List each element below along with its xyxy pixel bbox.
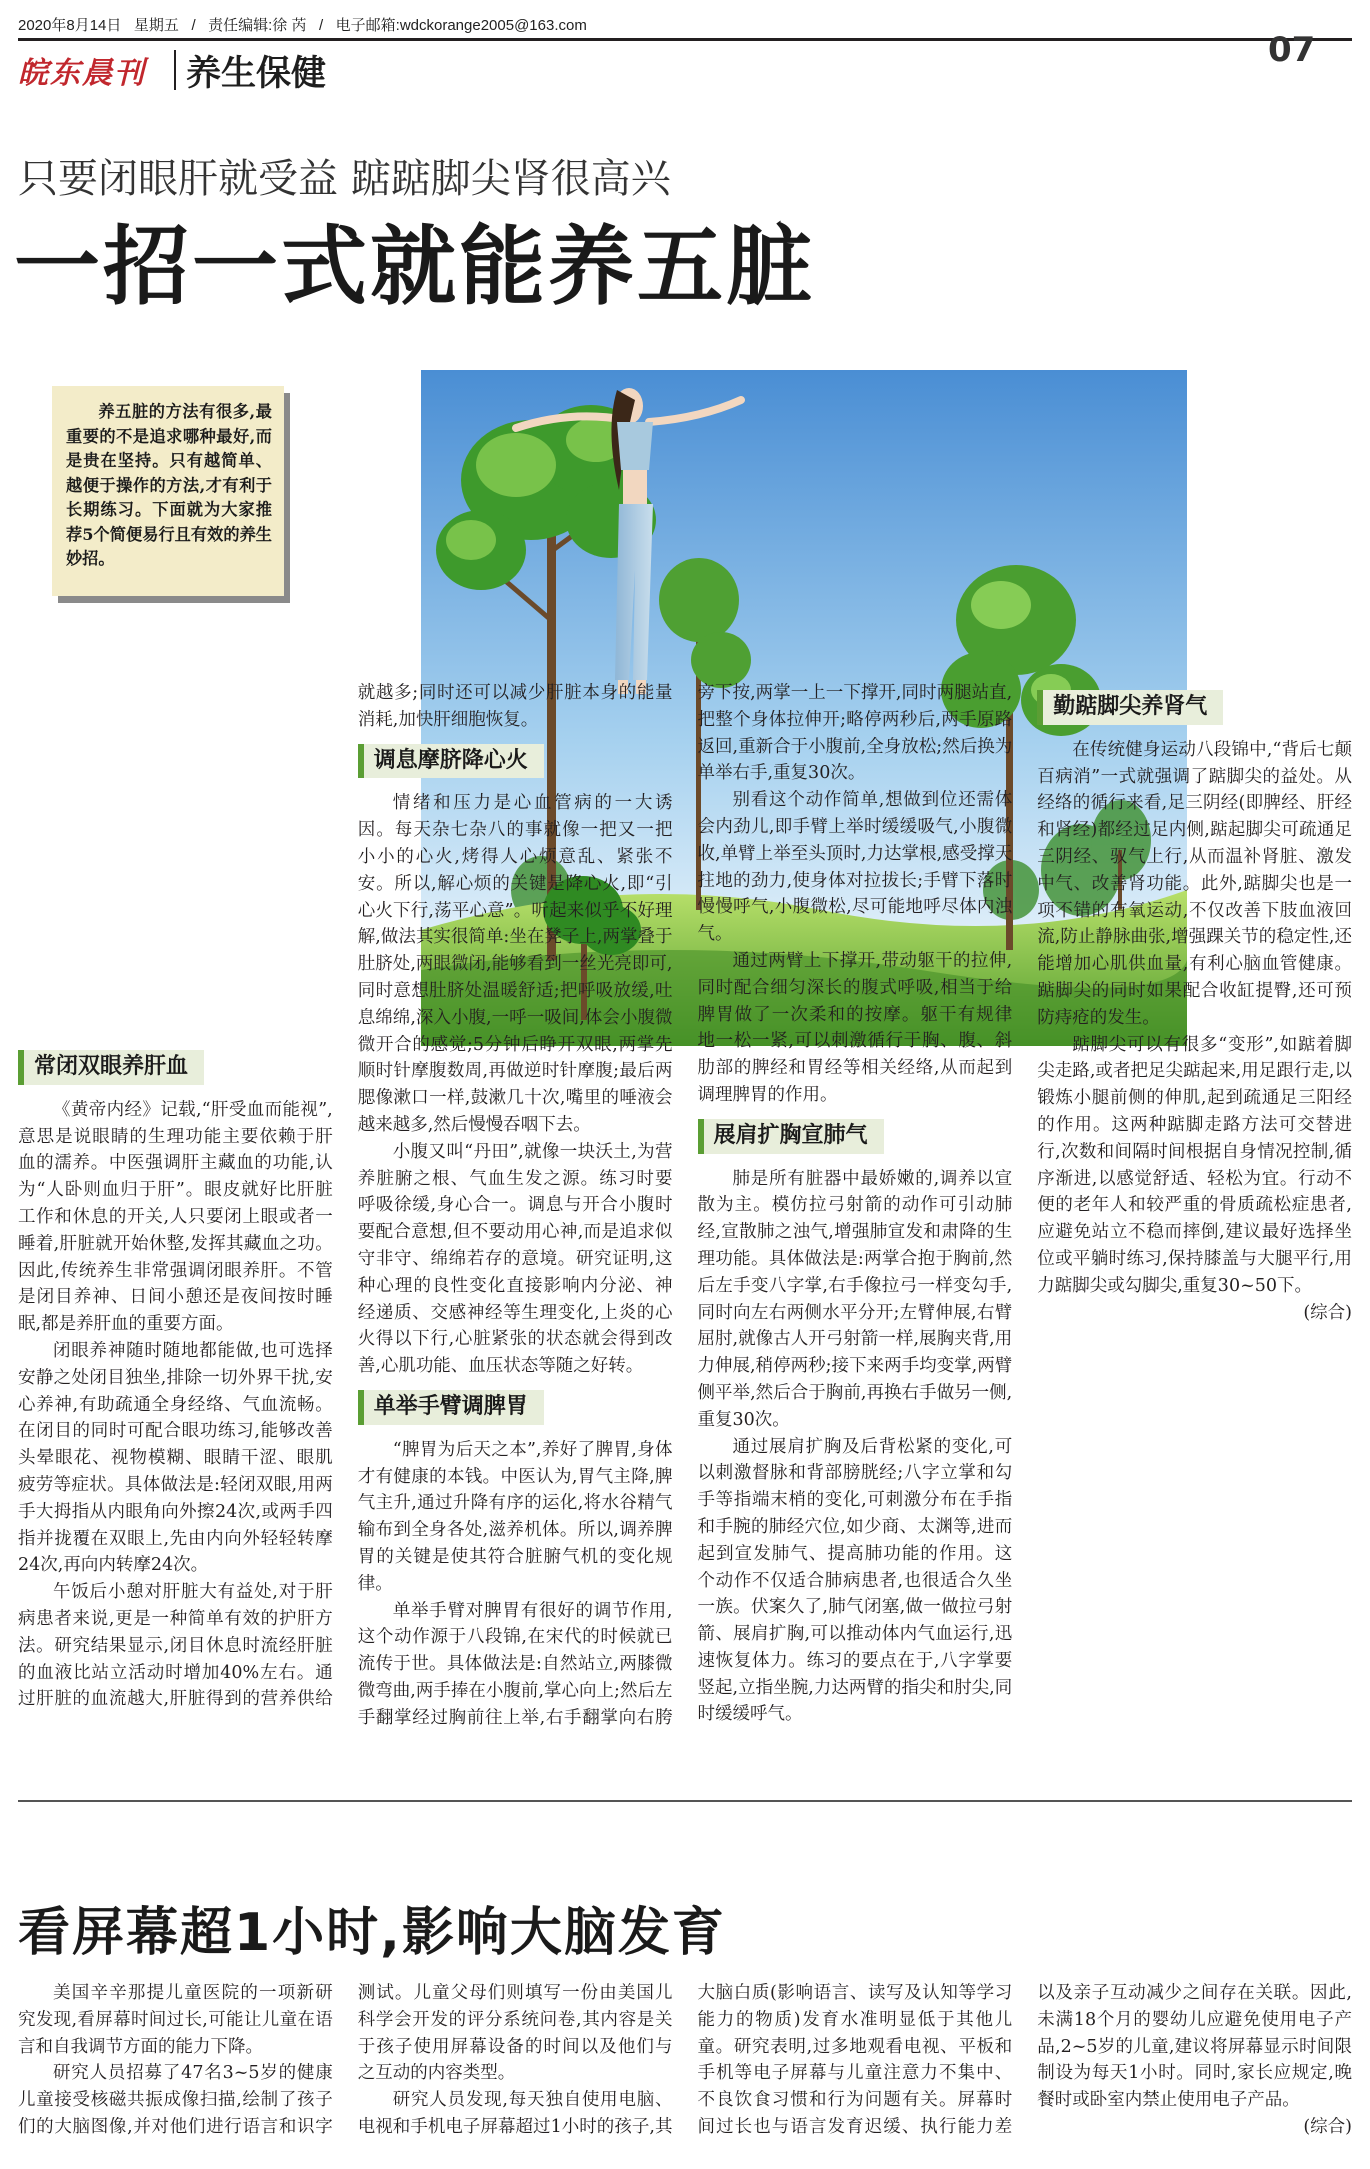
bottom-source-note: (综合) bbox=[1303, 2116, 1352, 2137]
heading-heart: 调息摩脐降心火 bbox=[358, 744, 544, 779]
main-text-top-spacer bbox=[18, 680, 333, 1050]
heading-lung: 展肩扩胸宣肺气 bbox=[698, 1119, 884, 1154]
bottom-article-body bbox=[18, 1980, 1352, 2160]
heart-paragraph: 情绪和压力是心血管病的一大诱因。每天杂七杂八的事就像一把又一把小小的心火,烤得人心烦意乱、紧张不安。所以,解心烦的关键是降心火,即“引心火下行,荡平心意”。听起来似乎不好理解,做法其实很简单:坐在凳子上,两掌叠于肚脐处,两眼微闭,能够看到一丝光亮即可,同时意想肚脐处温暖舒适;把呼吸放缓,吐息绵绵,深入小腹,一呼一吸间,体会小腹微微开合的感觉;5分钟后睁开双眼,两掌先顺时针摩腹数周,再做逆时针摩腹;最后两腮像漱口一样,鼓漱几十次,嘴里的唾液会越来越多,然后慢慢吞咽下去。 bbox=[357, 793, 673, 1135]
section-title: 养生保健 bbox=[186, 54, 327, 94]
editor-credit: 责任编辑:徐 芮 bbox=[208, 17, 307, 34]
heading-kidney: 勤踮脚尖养肾气 bbox=[1037, 690, 1223, 725]
liver-paragraph: 《黄帝内经》记载,“肝受血而能视”,意思是说眼睛的生理功能主要依赖于肝血的濡养。中医强调肝主藏血的功能,认为“人卧则血归于肝”。眼皮就好比肝脏工作和休息的开关,人只要闭上眼或者一睡着,肝脏就开始休整,发挥其藏血之功。因此,传统养生非常强调闭眼养肝。不管是闭目养神、日间小憩还是夜间按时睡眠,都是养肝血的重要方面。 bbox=[18, 1099, 333, 1335]
lung-paragraph: 通过展肩扩胸及后背松紧的变化,可以刺激督脉和背部膀胱经;八字立掌和勾手等指端末梢的变化,可刺激分布在手指和手腕的肺经穴位,如少商、太渊等,进而起到宣发肺气、提高肺功能的作用。这个动作不仅适合肺病患者,也很适合久坐一族。伏案久了,肺气闭塞,做一做拉弓射箭、展肩扩胸,可以推动体内气血运行,迅速恢复体力。练习的要点在于,八字掌要竖起,立指坐腕,力达两臂的指尖和肘尖,同时缓缓呼气。 bbox=[697, 1436, 1013, 1725]
bottom-paragraph: 研究人员招募了47名3~5岁的健康儿童接受核磁共振成像扫描,绘制了孩子们的大脑图像,并对他们进行语言和识字测试。儿童父母们则填写一份由美国儿科学会开发的评分系统问卷,其内容是关于孩子使用屏幕设备的时间以及他们与之互动的内容类型。 bbox=[18, 1983, 673, 2137]
article-title: 一招一式就能养五脏 bbox=[14, 217, 815, 317]
masthead-info-line: 2020年8月14日 星期五 / 责任编辑:徐 芮 / 电子邮箱:wdckorange2005@163.com bbox=[18, 17, 587, 34]
issue-weekday: 星期五 bbox=[133, 17, 179, 34]
paper-logo: 皖东晨刊 bbox=[18, 56, 146, 91]
heart-paragraph: 小腹又叫“丹田”,就像一块沃土,为营养脏腑之根、气血生发之源。练习时要呼吸徐缓,身心合一。调息与开合小腹时要配合意想,但不要动用心神,而是追求似守非守、绵绵若存的意境。研究证明,这种心理的良性变化直接影响内分泌、神经递质、交感神经等生理变化,上炎的心火得以下行,心脏紧张的状态就会得到改善,心肌功能、血压状态等随之好转。 bbox=[357, 1141, 673, 1377]
main-article-body bbox=[18, 680, 1352, 1745]
page-number: 07 bbox=[1268, 30, 1316, 70]
article-subtitle: 只要闭眼肝就受益 踮踮脚尖肾很高兴 bbox=[18, 156, 671, 202]
spleen-paragraph: 通过两臂上下撑开,带动躯干的拉伸,同时配合细匀深长的腹式呼吸,相当于给脾胃做了一次柔和的按摩。躯干有规律地一松一紧,可以刺激循行于胸、腹、斜肋部的脾经和胃经等相关经络,从而起到调理脾胃的作用。 bbox=[697, 950, 1013, 1105]
spleen-paragraph: “脾胃为后天之本”,养好了脾胃,身体才有健康的本钱。中医认为,胃气主降,脾气主升,通过升降有序的运化,将水谷精气输布到全身各处,滋养机体。所以,调养脾胃的关键是使其符合脏腑气机的变化规律。 bbox=[357, 1439, 673, 1594]
liver-paragraph: 午饭后小憩对肝脏大有益处,对于肝病患者来说,更是一种简单有效的护肝方法。研究结果显示,闭目休息时流经肝脏的血液比站立活动时增加40%左右。通过肝脏的血流越大,肝脏得到的营养供给就越多;同时还可以减少肝脏本身的能量消耗,加快肝细胞恢复。 bbox=[18, 683, 673, 1710]
lung-paragraph: 肺是所有脏器中最娇嫩的,调养以宣散为主。模仿拉弓射箭的动作可引动肺经,宣散肺之浊气,增强肺宣发和肃降的生理功能。具体做法是:两掌合抱于胸前,然后左手变八字掌,右手像拉弓一样变勾手,同时向左右两侧水平分开;左臂伸展,右臂屈肘,就像古人开弓射箭一样,展胸夹背,用力伸展,稍停两秒;接下来两手均变掌,两臂侧平举,然后合于胸前,再换右手做另一侧,重复30次。 bbox=[697, 1168, 1013, 1430]
source-note: (综合) bbox=[1303, 1302, 1352, 1323]
bottom-article-title: 看屏幕超1小时,影响大脑发育 bbox=[18, 1903, 726, 1963]
heading-spleen: 单举手臂调脾胃 bbox=[358, 1390, 544, 1425]
kidney-paragraph: 踮脚尖可以有很多“变形”,如踮着脚尖走路,或者把足尖踮起来,用足跟行走,以锻炼小腿前侧的伸肌,起到疏通足三阳经的作用。这两种踮脚走路方法可交替进行,次数和间隔时间根据自身情况控制,循序渐进,以感觉舒适、轻松为宜。行动不便的老年人和较严重的骨质疏松症患者,应避免站立不稳而摔倒,建议最好选择坐位或平躺时练习,保持膝盖与大腿平行,用力踮脚尖或勾脚尖,重复30~50下。 bbox=[1037, 1034, 1352, 1296]
bottom-paragraph: 研究人员发现,每天独自使用电脑、电视和手机电子屏幕超过1小时的孩子,其大脑白质(影响语言、读写及认知等学习能力的物质)发育水准明显低于其他儿童。研究表明,过多地观看电视、平板和手机等电子屏幕与儿童注意力不集中、不良饮食习惯和行为问题有关。屏幕时间过长也与语言发育迟缓、执行能力差以及亲子互动减少之间存在关联。因此,未满18个月的婴幼儿应避免使用电子产品,2~5岁的儿童,建议将屏幕显示时间限制设为每天1小时。同时,家长应规定,晚餐时或卧室内禁止使用电子产品。 bbox=[357, 1983, 1352, 2137]
intro-text: 养五脏的方法有很多,最重要的不是追求哪种最好,而是贵在坚持。只有越简单、越便于操作的方法,才有利于长期练习。下面就为大家推荐5个简便易行且有效的养生妙招。 bbox=[66, 402, 272, 568]
heading-liver: 常闭双眼养肝血 bbox=[18, 1050, 204, 1085]
logo-divider bbox=[174, 50, 176, 90]
spleen-paragraph: 单举手臂对脾胃有很好的调节作用,这个动作源于八段锦,在宋代的时候就已流传于世。具体做法是:自然站立,两膝微微弯曲,两手捧在小腹前,掌心向上;然后左手翻掌经过胸前往上举,右手翻掌向右胯旁下按,两掌一上一下撑开,同时两腿站直,把整个身体拉伸开;略停两秒后,两手原路返回,重新合于小腹前,全身放松;然后换为单举右手,重复30次。 bbox=[357, 683, 1013, 1728]
liver-paragraph: 闭眼养神随时随地都能做,也可选择安静之处闭目独坐,排除一切外界干扰,安心养神,有助疏通全身经络、气血流畅。在闭目的同时可配合眼功练习,能够改善头晕眼花、视物模糊、眼睛干涩、眼肌疲劳等症状。具体做法是:轻闭双眼,用两手大拇指从内眼角向外擦24次,或两手四指并拢覆在双眼上,先由内向外轻轻转摩24次,再向内转摩24次。 bbox=[18, 1340, 333, 1576]
section-divider bbox=[18, 1800, 1352, 1802]
kidney-paragraph: 在传统健身运动八段锦中,“背后七颠百病消”一式就强调了踮脚尖的益处。从经络的循行来看,足三阴经(即脾经、肝经和肾经)都经过足内侧,踮起脚尖可疏通足三阴经、驭气上行,从而温补肾脏、激发中气、改善肾功能。此外,踮脚尖也是一项不错的有氧运动,不仅改善下肢血液回流,防止静脉曲张,增强踝关节的稳定性,还能增加心肌供血量,有利心脑血管健康。踮脚尖的同时如果配合收缸提臀,还可预防痔疮的发生。 bbox=[1037, 739, 1352, 1028]
issue-date: 2020年8月14日 bbox=[18, 17, 122, 34]
header-rule bbox=[18, 38, 1352, 41]
editor-email: 电子邮箱:wdckorange2005@163.com bbox=[335, 17, 587, 34]
intro-box bbox=[52, 386, 284, 596]
spleen-paragraph: 别看这个动作简单,想做到位还需体会内劲儿,即手臂上举时缓缓吸气,小腹微收,单臂上举至头顶时,力达掌根,感受撑天拄地的劲力,使身体对拉拔长;手臂下落时慢慢呼气,小腹微松,尽可能地呼尽体内浊气。 bbox=[697, 790, 1013, 945]
bottom-paragraph: 美国辛辛那提儿童医院的一项新研究发现,看屏幕时间过长,可能让儿童在语言和自我调节方面的能力下降。 bbox=[18, 1983, 333, 2057]
